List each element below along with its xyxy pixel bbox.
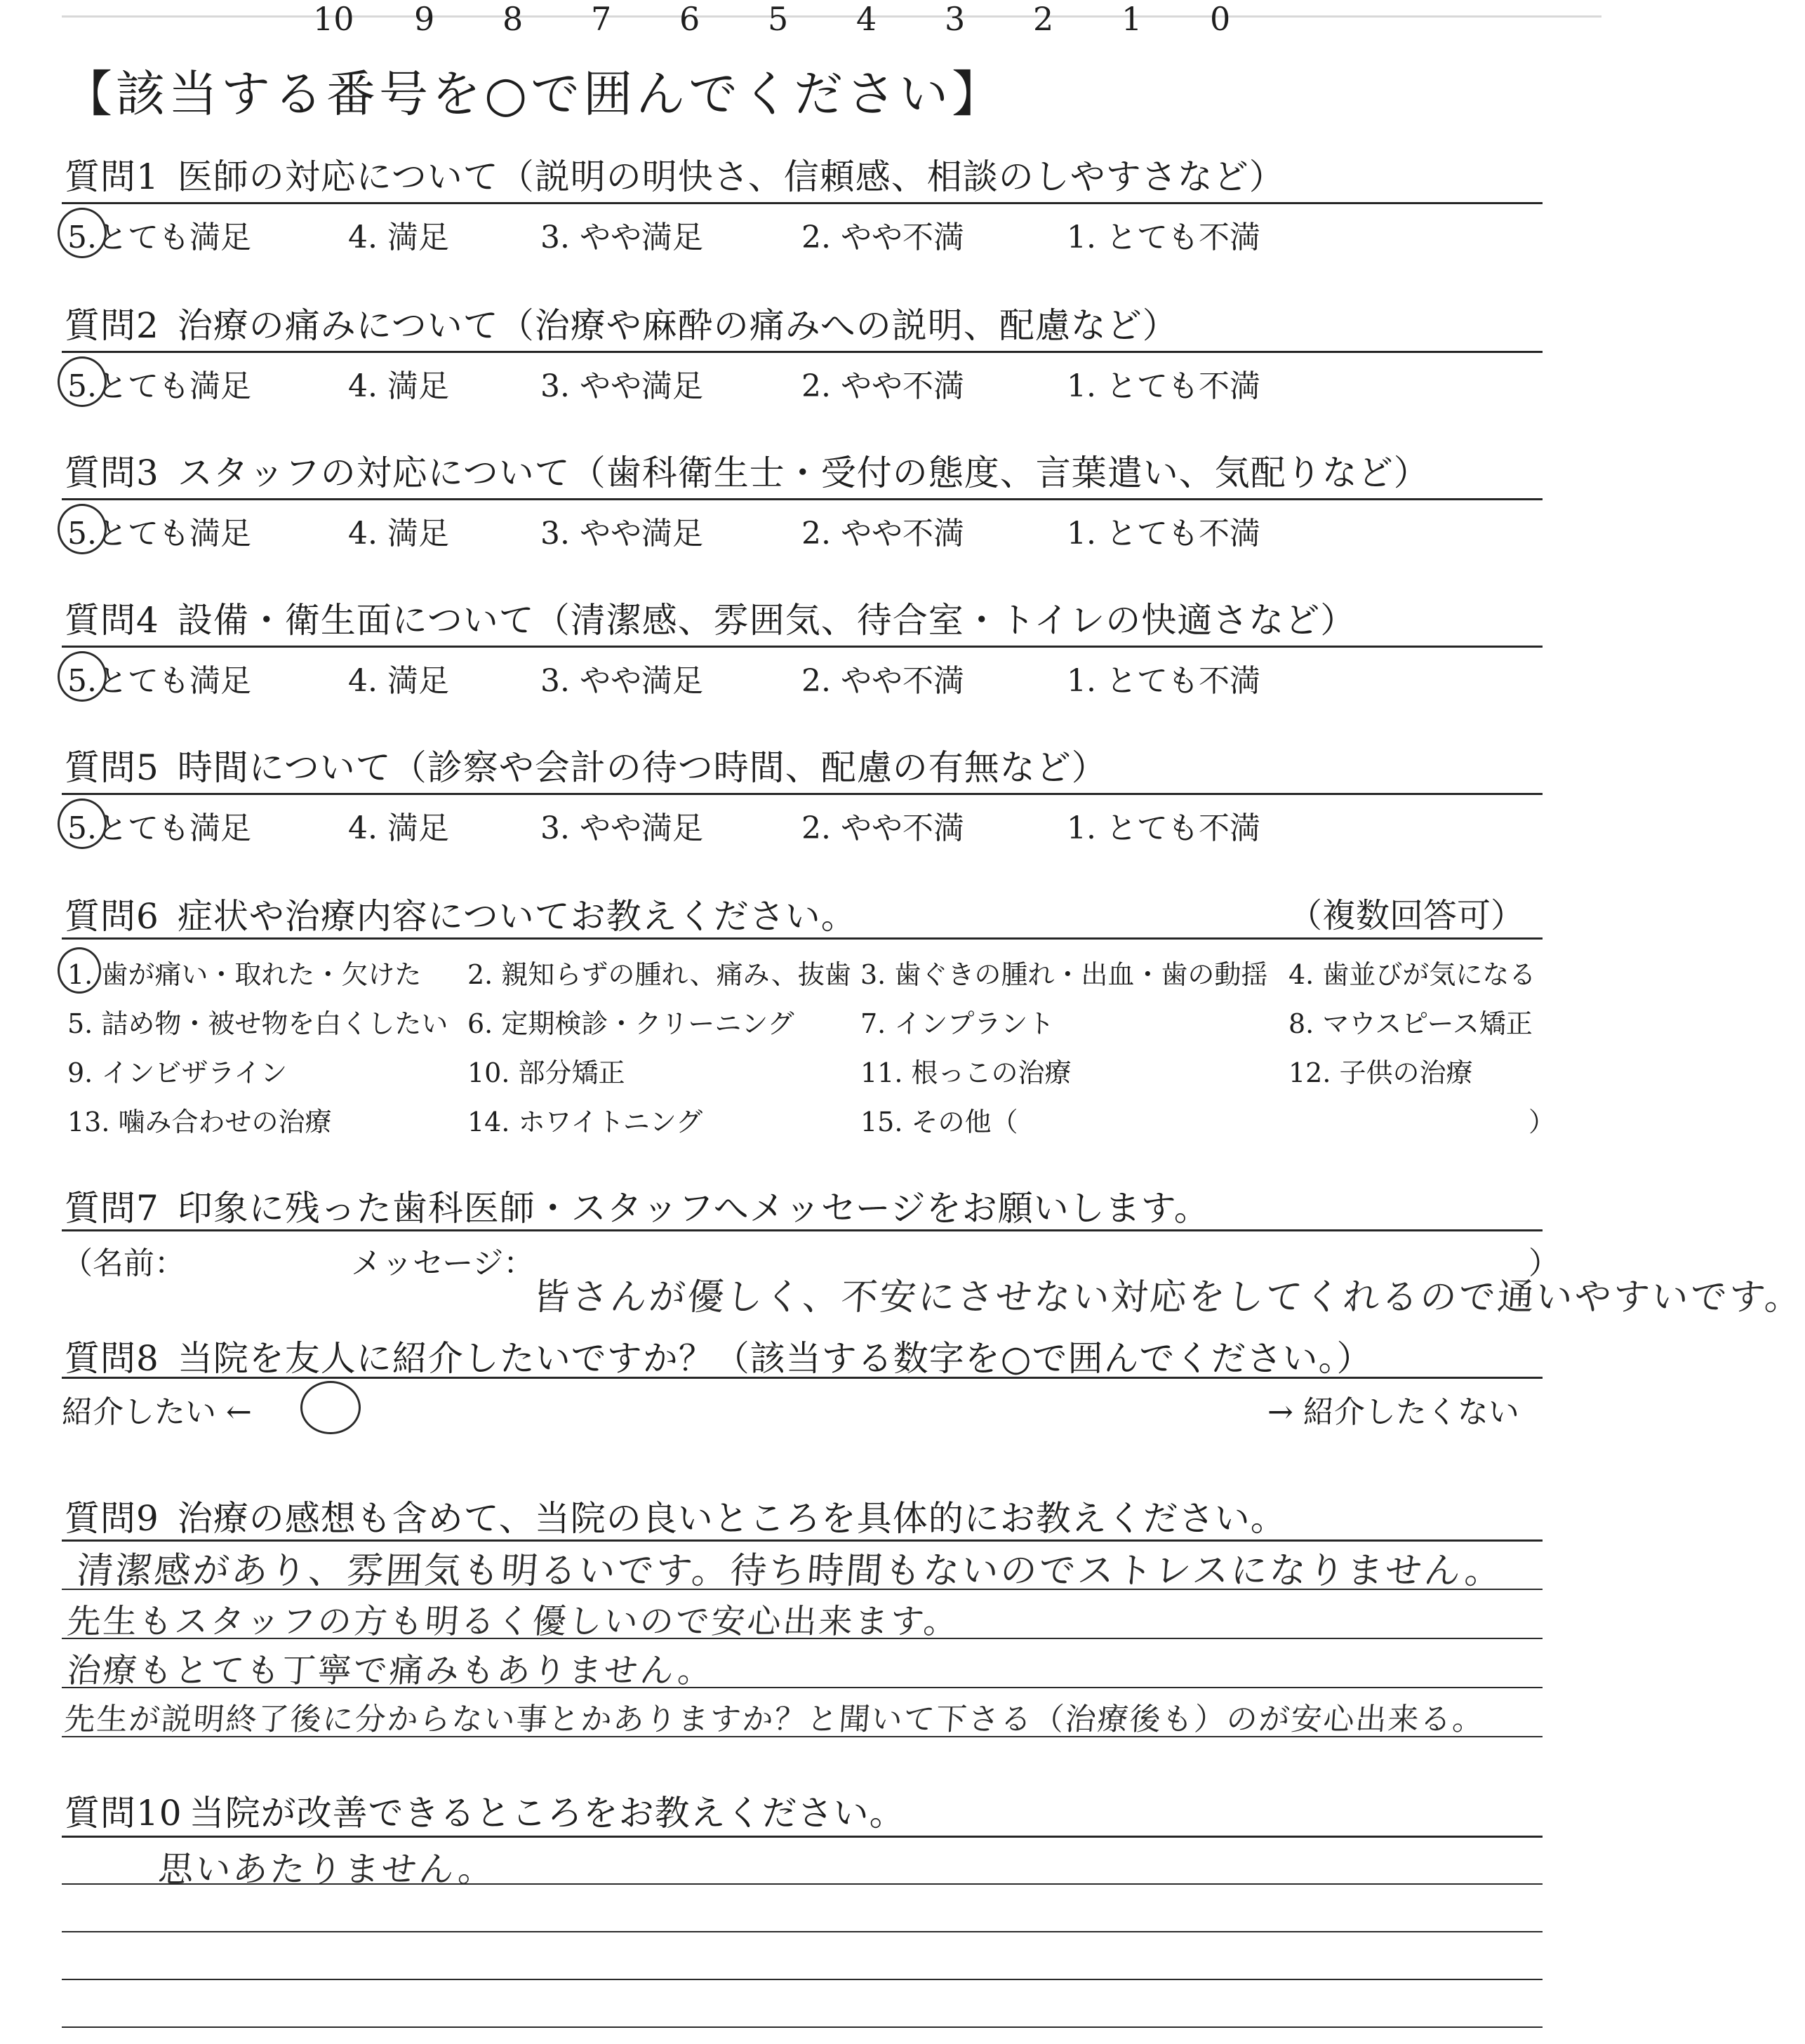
answer-line (62, 1979, 1543, 1980)
rating-option-2[interactable]: 2. やや不満 (801, 368, 964, 404)
rating-option-1[interactable]: 1. とても不満 (1067, 663, 1260, 699)
symptom-option-7[interactable]: 7. インプラント (860, 1008, 1055, 1039)
question-number: 質問3 (65, 453, 159, 493)
answer-line (62, 1638, 1543, 1639)
question-number: 質問2 (65, 305, 159, 346)
divider (62, 1377, 1543, 1379)
question-1-rating (0, 212, 1617, 261)
question-number: 質問6 (65, 896, 159, 937)
handwritten-answer-line-4[interactable]: 先生が説明終了後に分からない事とかありますか？と聞いて下さる（治療後も）のが安心出来る。 (62, 1702, 1486, 1737)
scale-option-5[interactable]: 5 (768, 0, 789, 38)
rating-option-4[interactable]: 4. 満足 (348, 663, 449, 699)
scale-option-2[interactable]: 2 (1033, 0, 1054, 38)
rating-option-4[interactable]: 4. 満足 (348, 368, 449, 404)
handwritten-answer-line-2[interactable]: 先生もスタッフの方も明るく優しいので安心出来ます。 (65, 1602, 961, 1641)
divider (62, 498, 1543, 500)
question-number: 質問10 (65, 1793, 182, 1833)
question-text: 症状や治療内容についてお教えください。 (177, 896, 857, 937)
scale-option-6[interactable]: 6 (679, 0, 700, 38)
question-number: 質問4 (65, 600, 159, 641)
divider (62, 646, 1543, 648)
selection-circle (300, 1381, 361, 1434)
rating-option-5[interactable]: 5.とても満足 (67, 516, 251, 552)
rating-option-1[interactable]: 1. とても不満 (1067, 516, 1260, 552)
rating-option-2[interactable]: 2. やや不満 (801, 516, 964, 552)
question-8-heading (65, 1330, 1372, 1381)
divider (62, 937, 1543, 940)
question-1-heading (65, 149, 1285, 199)
symptom-option-10[interactable]: 10. 部分矯正 (467, 1057, 625, 1088)
divider (62, 793, 1543, 795)
question-text: 設備・衛生面について（清潔感、雰囲気、待合室・トイレの快適さなど） (177, 600, 1357, 641)
page-title: 【該当する番号を○で囲んでください】 (63, 65, 1005, 123)
answer-line (62, 1736, 1543, 1737)
question-10-heading (65, 1785, 905, 1836)
rating-option-5[interactable]: 5.とても満足 (67, 810, 251, 846)
rating-option-5[interactable]: 5.とても満足 (67, 663, 251, 699)
question-text: 治療の感想も含めて、当院の良いところを具体的にお教えください。 (177, 1498, 1286, 1539)
rating-option-2[interactable]: 2. やや不満 (801, 810, 964, 846)
handwritten-improvement-answer[interactable]: 思いあたりません。 (156, 1849, 497, 1890)
rating-option-4[interactable]: 4. 満足 (348, 810, 449, 846)
symptom-option-1[interactable]: 1. 歯が痛い・取れた・欠けた (67, 959, 422, 990)
rating-option-3[interactable]: 3. やや満足 (540, 663, 703, 699)
symptom-option-3[interactable]: 3. 歯ぐきの腫れ・出血・歯の動揺 (860, 959, 1268, 990)
rating-option-3[interactable]: 3. やや満足 (540, 368, 703, 404)
scale-option-4[interactable]: 4 (856, 0, 877, 38)
symptom-option-15[interactable]: 15. その他（ (860, 1107, 1018, 1137)
symptom-option-14[interactable]: 14. ホワイトニング (467, 1107, 703, 1137)
answer-line (62, 1931, 1543, 1932)
question-2-heading (65, 298, 1178, 348)
answer-line (62, 1883, 1543, 1885)
rating-option-3[interactable]: 3. やや満足 (540, 516, 703, 552)
rating-option-3[interactable]: 3. やや満足 (540, 810, 703, 846)
scale-option-8[interactable]: 8 (502, 0, 524, 38)
handwritten-answer-line-3[interactable]: 治療もとても丁寧で痛みもありません。 (65, 1651, 715, 1690)
question-text: スタッフの対応について（歯科衛生士・受付の態度、言葉遣い、気配りなど） (177, 453, 1430, 493)
answer-line (62, 1687, 1543, 1688)
question-number: 質問1 (65, 156, 159, 197)
question-number: 質問7 (65, 1188, 159, 1229)
rating-option-1[interactable]: 1. とても不満 (1067, 368, 1260, 404)
question-5-heading (65, 740, 1107, 790)
rating-option-4[interactable]: 4. 満足 (348, 516, 449, 552)
top-border (62, 15, 1601, 18)
symptom-option-5[interactable]: 5. 詰め物・被せ物を白くしたい (67, 1008, 448, 1039)
rating-option-4[interactable]: 4. 満足 (348, 220, 449, 255)
other-close-paren: ） (1528, 1107, 1556, 1137)
question-text: 印象に残った歯科医師・スタッフへメッセージをお願いします。 (177, 1188, 1210, 1229)
question-number: 質問5 (65, 747, 159, 788)
symptom-option-4[interactable]: 4. 歯並びが気になる (1288, 959, 1536, 990)
divider (62, 1836, 1543, 1838)
divider (62, 1229, 1543, 1231)
rating-option-2[interactable]: 2. やや不満 (801, 663, 964, 699)
scale-option-7[interactable]: 7 (591, 0, 612, 38)
question-number: 質問9 (65, 1498, 159, 1539)
question-number: 質問8 (65, 1338, 159, 1379)
scale-option-9[interactable]: 9 (414, 0, 435, 38)
scale-option-1[interactable]: 1 (1121, 0, 1143, 38)
divider (62, 351, 1543, 353)
question-4-rating (0, 655, 1617, 704)
recommend-right-label: → 紹介したくない (1267, 1394, 1519, 1430)
rating-option-2[interactable]: 2. やや不満 (801, 220, 964, 255)
handwritten-message[interactable]: 皆さんが優しく、不安にさせない対応をしてくれるので通いやすいです。 (531, 1276, 1805, 1318)
question-7-heading (65, 1180, 1210, 1231)
name-label: （名前： (62, 1245, 185, 1281)
scale-option-0[interactable]: 0 (1210, 0, 1231, 38)
question-6-heading (65, 888, 857, 939)
rating-option-1[interactable]: 1. とても不満 (1067, 810, 1260, 846)
handwritten-answer-line-1[interactable]: 清潔感があり、雰囲気も明るいです。待ち時間もないのでストレスになりません。 (75, 1550, 1505, 1592)
answer-line (62, 2026, 1543, 2028)
divider (62, 202, 1543, 204)
question-3-heading (65, 445, 1430, 495)
message-close-paren: ） (1528, 1245, 1559, 1281)
symptom-option-6[interactable]: 6. 定期検診・クリーニング (467, 1008, 794, 1039)
symptom-option-2[interactable]: 2. 親知らずの腫れ、痛み、抜歯 (467, 959, 851, 990)
rating-option-1[interactable]: 1. とても不満 (1067, 220, 1260, 255)
rating-option-5[interactable]: 5.とても満足 (67, 368, 251, 404)
question-text: 時間について（診察や会計の待つ時間、配慮の有無など） (177, 747, 1107, 788)
question-text: 医師の対応について（説明の明快さ、信頼感、相談のしやすさなど） (177, 156, 1285, 197)
answer-line (62, 1589, 1543, 1590)
rating-option-5[interactable]: 5.とても満足 (67, 220, 251, 255)
scale-option-10[interactable]: 10 (313, 0, 354, 38)
symptom-option-12[interactable]: 12. 子供の治療 (1288, 1057, 1473, 1088)
multiple-answers-note: （複数回答可） (1288, 896, 1525, 935)
question-2-rating (0, 361, 1617, 410)
symptom-option-9[interactable]: 9. インビザライン (67, 1057, 288, 1088)
question-4-heading (65, 592, 1356, 643)
message-label: メッセージ： (351, 1245, 535, 1281)
question-9-heading (65, 1490, 1286, 1541)
scale-option-3[interactable]: 3 (945, 0, 966, 38)
question-text: 治療の痛みについて（治療や麻酔の痛みへの説明、配慮など） (177, 305, 1178, 346)
recommend-left-label: 紹介したい ← (62, 1394, 252, 1430)
rating-option-3[interactable]: 3. やや満足 (540, 220, 703, 255)
question-5-rating (0, 803, 1617, 852)
symptom-option-8[interactable]: 8. マウスピース矯正 (1288, 1008, 1533, 1039)
symptom-option-11[interactable]: 11. 根っこの治療 (860, 1057, 1072, 1088)
question-text: 当院が改善できるところをお教えください。 (189, 1793, 905, 1833)
question-3-rating (0, 508, 1617, 557)
question-text: 当院を友人に紹介したいですか？（該当する数字を○で囲んでください。） (177, 1338, 1373, 1379)
symptom-option-13[interactable]: 13. 噛み合わせの治療 (67, 1107, 332, 1137)
